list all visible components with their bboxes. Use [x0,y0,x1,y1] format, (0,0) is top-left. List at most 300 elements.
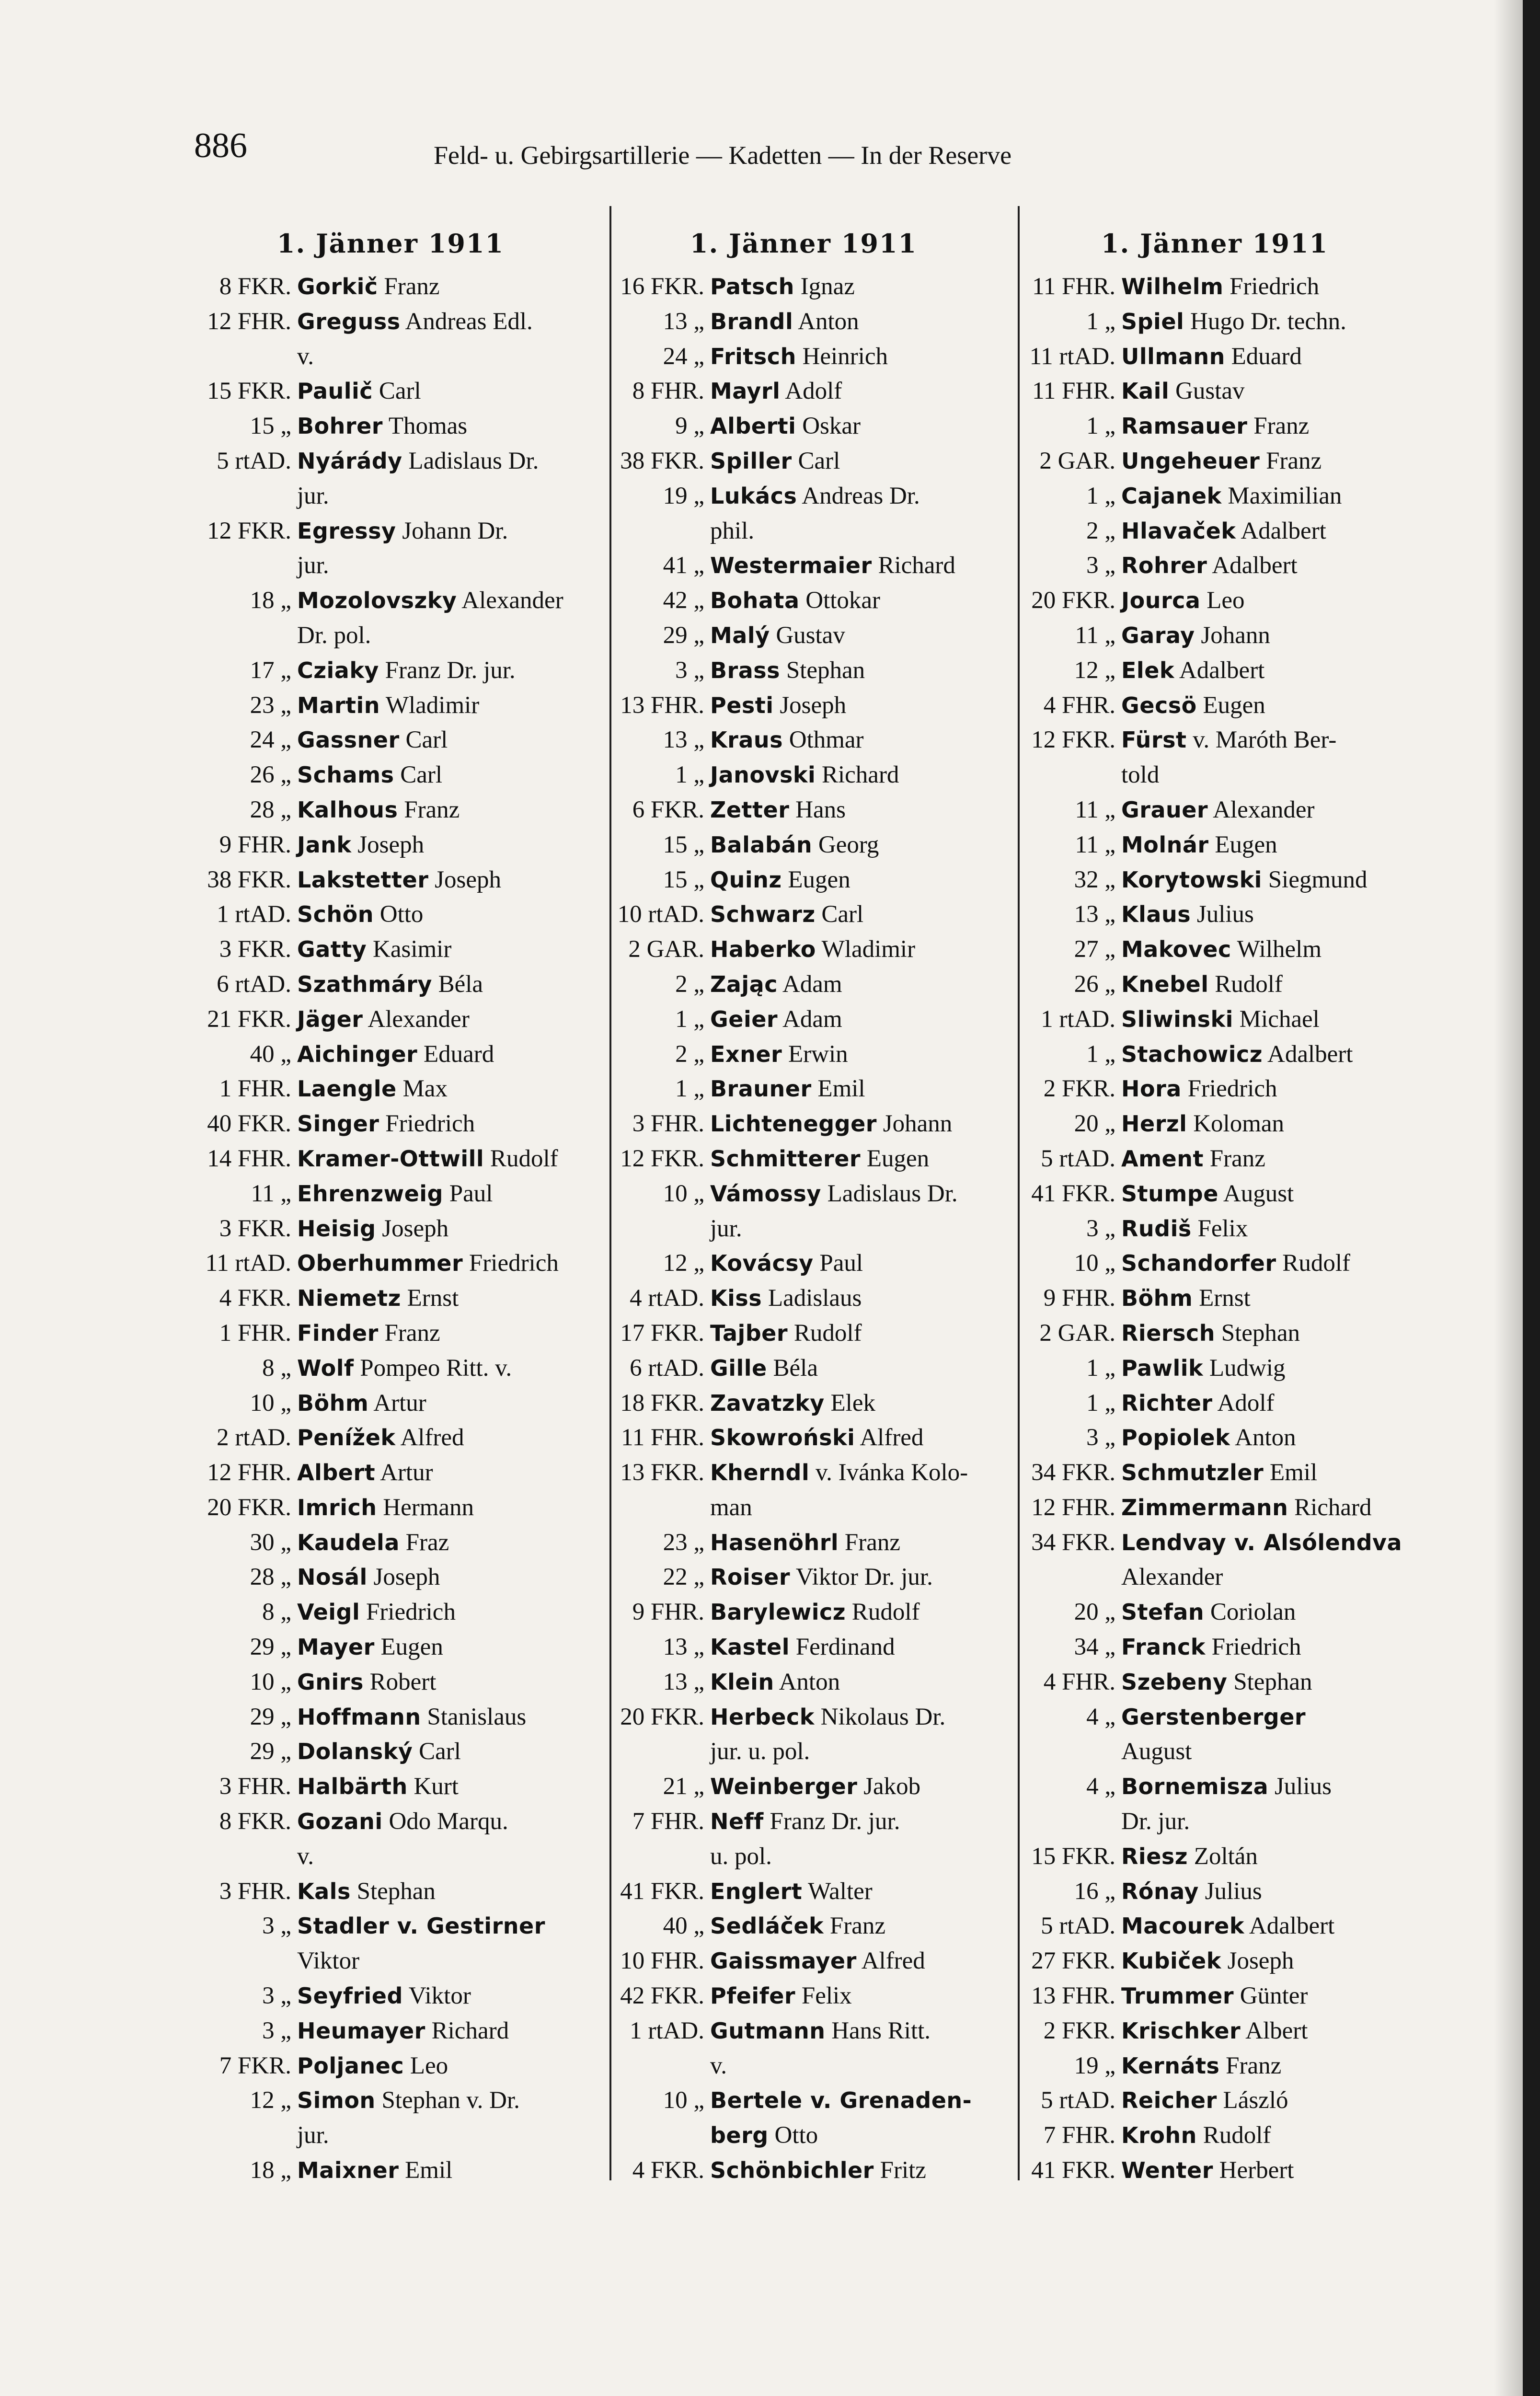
given-names: Alfred [861,1947,925,1975]
given-names: Otto [379,901,424,928]
given-names: Maximilian [1228,482,1342,509]
name [710,1351,1007,1386]
rank-label: 2 „ [675,1040,704,1068]
name [710,618,1007,653]
rank-label: 3 „ [262,2017,291,2044]
surname: Hora [1121,1076,1182,1102]
rank-label: 1 „ [1086,1389,1115,1417]
name [1121,723,1418,758]
surname: Gnirs [297,1669,364,1695]
list-item [600,863,1007,898]
rank-label: 10 „ [250,1668,291,1695]
list-item [600,1874,1007,1909]
given-names: Leo [410,2052,448,2079]
surname: Rohrer [1121,553,1207,579]
surname: Hasenöhrl [710,1529,839,1555]
surname: Böhm [1121,1285,1193,1312]
list-item [1011,479,1418,514]
given-names: Friedrich [1211,1634,1301,1661]
list-item [600,1211,1007,1246]
name [1121,1002,1418,1037]
name [297,1560,594,1595]
name [1121,1595,1418,1630]
rank-label: 8 „ [262,1354,291,1382]
list-item [1011,618,1418,653]
name [710,863,1007,898]
given-names: Franz [384,1319,440,1347]
list-item [187,1734,594,1769]
list-item [187,1560,594,1595]
name [710,1386,1007,1421]
surname: Lichtenegger [710,1111,877,1137]
surname: Jank [297,831,352,858]
surname: Gutmann [710,2017,826,2044]
list-item [600,1665,1007,1700]
list-item [600,1455,1007,1490]
name [1121,1490,1418,1525]
given-names: Carl [400,761,443,789]
rank-label: 3 FHR. [219,1878,291,1905]
list-item [1011,1665,1418,1700]
name [297,1804,594,1839]
rank-label: 5 rtAD. [217,447,291,474]
surname: Szebeny [1121,1669,1228,1695]
surname: Maixner [297,2157,399,2184]
rank-label: 1 „ [675,761,704,789]
name [710,2049,1007,2084]
surname: Skowroński [710,1425,855,1451]
column-heading: 1. Jänner 1911 [690,228,918,259]
list-item [187,583,594,618]
list-item [600,339,1007,374]
name [297,2118,594,2153]
given-names: Fritz [880,2157,926,2184]
surname: Makovec [1121,936,1231,963]
surname: Rónay [1121,1878,1199,1904]
given-names: Carl [798,447,840,474]
list-item [187,1455,594,1490]
list-item [187,2014,594,2049]
rank-label: 1 „ [1086,1354,1115,1382]
given-names: Johann Dr. [402,517,508,544]
given-names: Felix [801,1982,852,2010]
rank-label: 1 „ [1086,1040,1115,1068]
name [1121,1420,1418,1455]
rank-label: 1 „ [1086,308,1115,335]
name [297,374,594,409]
given-names: Stanislaus [427,1703,527,1730]
name [710,1106,1007,1141]
surname: Krohn [1121,2122,1197,2149]
surname: Jourca [1121,587,1201,614]
rank-label: 17 „ [250,657,291,684]
surname: Nosál [297,1564,368,1590]
rank-label: 1 „ [1086,413,1115,440]
list-item [1011,269,1418,304]
name [1121,1874,1418,1909]
list-item [600,932,1007,967]
given-names: Julius [1196,901,1254,928]
rank-label: 28 „ [250,1564,291,1591]
surname: Kovácsy [710,1250,814,1277]
rank-label: 34 FKR. [1031,1459,1115,1486]
surname: Cajanek [1121,483,1222,509]
name [1121,339,1418,374]
list-item [187,1071,594,1106]
rank-label: 11 „ [1075,796,1115,823]
surname: Kramer-Ottwill [297,1145,484,1172]
given-names: jur. [297,552,329,579]
list-item [187,1420,594,1455]
name [297,1874,594,1909]
name [297,1455,594,1490]
rank-label: 15 „ [663,831,704,858]
surname: Grauer [1121,796,1208,823]
given-names: Alexander [1121,1564,1223,1591]
surname: berg [710,2122,769,2149]
list-item [600,2083,1007,2118]
given-names: Anton [1235,1424,1296,1451]
rank-label: 9 FHR. [1043,1285,1115,1312]
surname: Popiolek [1121,1425,1230,1451]
name [1121,897,1418,932]
given-names: Béla [438,970,483,998]
list-item [187,723,594,758]
surname: Ungeheuer [1121,448,1260,474]
list-item [1011,1106,1418,1141]
rank-label: 13 „ [663,726,704,754]
rank-label: 20 FKR. [1031,587,1115,614]
given-names: Nikolaus Dr. [820,1703,946,1730]
given-names: Eugen [788,866,850,893]
list-item [600,1071,1007,1106]
name [710,1037,1007,1072]
given-names: Paul [449,1180,493,1207]
rank-label: 29 „ [250,1703,291,1730]
rank-label: 2 FKR. [1043,1075,1115,1103]
name [1121,1037,1418,1072]
rank-label: 3 „ [675,657,704,684]
surname: Zimmermann [1121,1494,1288,1521]
list-item [187,793,594,828]
list-item [1011,548,1418,583]
given-names: Emil [405,2157,453,2184]
name [1121,2118,1418,2153]
given-names: Ernst [1199,1285,1251,1312]
surname: Kubiček [1121,1948,1221,1974]
surname: Brass [710,657,781,683]
surname: Rudiš [1121,1215,1192,1242]
name [710,1071,1007,1106]
list-item [187,304,594,339]
list-item [187,1246,594,1281]
surname: Gozani [297,1809,383,1835]
surname: Pfeifer [710,1983,796,2009]
name [710,1700,1007,1735]
given-names: Andreas Dr. [802,482,920,509]
rank-label: 7 FKR. [219,2052,291,2079]
surname: Krischker [1121,2017,1241,2044]
list-item [600,304,1007,339]
name [710,2118,1007,2153]
list-item [600,1700,1007,1735]
given-names: v. [710,2052,727,2079]
surname: Wolf [297,1355,354,1381]
given-names: Carl [821,901,864,928]
surname: Ramsauer [1121,413,1248,439]
list-item [1011,758,1418,793]
rank-label: 12 FHR. [207,308,291,335]
list-item [600,479,1007,514]
surname: Egressy [297,518,396,544]
rank-label: 11 rtAD. [1029,343,1115,370]
rank-label: 19 „ [663,482,704,509]
rank-label: 29 „ [250,1634,291,1661]
given-names: Adolf [1217,1389,1275,1417]
list-item [1011,2153,1418,2188]
rank-label: 41 FKR. [1031,1180,1115,1207]
given-names: Stephan v. Dr. [381,2087,520,2114]
surname: Seyfried [297,1983,403,2009]
name [1121,444,1418,479]
surname: Cziaky [297,657,379,683]
given-names: u. pol. [710,1843,772,1870]
list-item [187,1944,594,1979]
name [297,1979,594,2014]
given-names: Ernst [407,1285,459,1312]
rank-label: 9 FHR. [219,831,291,858]
name [297,479,594,514]
given-names: Adalbert [1179,657,1265,684]
rank-label: 2 GAR. [628,936,704,963]
rank-label: 12 FHR. [207,1459,291,1486]
rank-label: 16 FKR. [620,273,704,300]
name [710,269,1007,304]
name [710,1874,1007,1909]
surname: Zavatzky [710,1390,825,1416]
given-names: Richard [821,761,899,789]
surname: Aichinger [297,1041,418,1067]
given-names: Ottokar [805,587,881,614]
surname: Zetter [710,796,790,823]
list-item [1011,1211,1418,1246]
name [297,2083,594,2118]
list-item [187,1700,594,1735]
list-item [187,758,594,793]
rank-label: 2 GAR. [1039,1319,1115,1347]
surname: Riersch [1121,1320,1215,1346]
list-item [187,1386,594,1421]
list-item [600,269,1007,304]
name [297,2014,594,2049]
name [297,1630,594,1665]
surname: Gassner [297,727,400,753]
name [1121,2014,1418,2049]
given-names: Paul [819,1250,863,1277]
name [710,1141,1007,1176]
given-names: Friedrich [366,1599,456,1626]
rank-label: 27 „ [1074,936,1115,963]
surname: Spiller [710,448,792,474]
given-names: Alfred [860,1424,924,1451]
list-item [1011,1700,1418,1735]
given-names: Franz Dr. jur. [770,1808,900,1835]
given-names: Wilhelm [1237,936,1322,963]
given-names: August [1121,1738,1192,1765]
surname: Quinz [710,866,782,893]
name [710,304,1007,339]
rank-label: 5 rtAD. [1041,1145,1115,1172]
rank-label: 42 FKR. [620,1982,704,2010]
list-item [1011,1630,1418,1665]
surname: Brauner [710,1076,812,1102]
rank-label: 28 „ [250,796,291,823]
list-item [1011,1490,1418,1525]
given-names: Günter [1240,1982,1308,2010]
list-item [600,2153,1007,2188]
list-item [1011,1037,1418,1072]
given-names: Hans Ritt. [831,2017,931,2044]
given-names: Leo [1207,587,1245,614]
given-names: Carl [419,1738,461,1765]
surname: Kherndl [710,1460,810,1486]
given-names: Carl [405,726,448,754]
name [297,1002,594,1037]
rank-label: 13 FHR. [620,691,704,719]
surname: Finder [297,1320,379,1346]
name [1121,1630,1418,1665]
surname: Reicher [1121,2087,1217,2114]
surname: Dolanský [297,1739,413,1765]
given-names: Viktor [297,1947,360,1975]
given-names: Rudolf [490,1145,558,1172]
given-names: Gustav [1175,378,1245,405]
list-item [1011,1071,1418,1106]
surname: Vámossy [710,1180,821,1207]
surname: Patsch [710,274,794,300]
list-item [1011,1176,1418,1211]
rank-label: 41 FKR. [1031,2157,1115,2184]
rank-label: 38 FKR. [207,866,291,893]
list-item [187,1665,594,1700]
name [1121,758,1418,793]
rank-label: 18 „ [250,587,291,614]
rank-label: 8 „ [262,1599,291,1626]
given-names: Stephan [786,657,865,684]
list-item [600,374,1007,409]
rank-label: 1 rtAD. [1041,1005,1115,1033]
list-item [600,653,1007,688]
name [297,1141,594,1176]
given-names: Emil [817,1075,865,1103]
rank-label: 4 FHR. [1043,1668,1115,1695]
surname: Kernáts [1121,2052,1220,2079]
rank-label: 3 FKR. [219,1215,291,1242]
given-names: jur. [297,482,329,509]
rank-label: 2 „ [1086,517,1115,544]
name [1121,618,1418,653]
column-2 [600,225,1007,2188]
list-item [600,1141,1007,1176]
given-names: Hermann [383,1494,474,1521]
given-names: Rudolf [851,1599,920,1626]
name [297,1734,594,1769]
name [1121,688,1418,723]
page-edge-shadow [1494,0,1523,2396]
name [297,1211,594,1246]
rank-label: 1 „ [1086,482,1115,509]
rank-label: 20 FKR. [620,1703,704,1730]
list-item [187,1141,594,1176]
list-item [600,1386,1007,1421]
name [1121,1351,1418,1386]
surname: Macourek [1121,1913,1244,1939]
surname: Kiss [710,1285,762,1312]
given-names: Friedrich [1187,1075,1277,1103]
list-item [600,1734,1007,1769]
surname: Pawlik [1121,1355,1204,1381]
surname: Nyárády [297,448,402,474]
name [710,479,1007,514]
surname: Heumayer [297,2017,425,2044]
list-item [600,1106,1007,1141]
surname: Schandorfer [1121,1250,1276,1277]
rank-label: 24 „ [663,343,704,370]
name [297,548,594,583]
name [297,723,594,758]
surname: Gaissmayer [710,1948,857,1974]
surname: Bornemisza [1121,1774,1269,1800]
name [297,1420,594,1455]
name [710,2083,1007,2118]
rank-label: 22 „ [663,1564,704,1591]
name [297,618,594,653]
name [1121,1071,1418,1106]
surname: Alberti [710,413,796,439]
surname: Kals [297,1878,351,1904]
given-names: Ignaz [800,273,855,300]
given-names: Max [402,1075,448,1103]
surname: Poljanec [297,2052,404,2079]
given-names: Joseph [382,1215,449,1242]
rank-label: 24 „ [250,726,291,754]
list-item [1011,1281,1418,1316]
given-names: v. Ivánka Kolo- [815,1459,968,1486]
list-item [600,1944,1007,1979]
rank-label: 10 „ [1074,1250,1115,1277]
surname: Lukács [710,483,797,509]
surname: Ament [1121,1145,1204,1172]
given-names: Richard [1294,1494,1372,1521]
given-names: Adolf [785,378,842,405]
surname: Weinberger [710,1774,858,1800]
rank-label: 26 „ [250,761,291,789]
given-names: Hugo Dr. techn. [1190,308,1346,335]
name [297,863,594,898]
rank-label: 3 „ [1086,1215,1115,1242]
rank-label: 5 rtAD. [1041,1912,1115,1940]
list-item [187,1630,594,1665]
given-names: Julius [1205,1878,1262,1905]
surname: Schönbichler [710,2157,874,2184]
rank-label: 5 rtAD. [1041,2087,1115,2114]
given-names: Franz [1209,1145,1265,1172]
given-names: Coriolan [1210,1599,1296,1626]
name [1121,1700,1418,1735]
given-names: Carl [379,378,421,405]
list-item [600,514,1007,549]
given-names: Jakob [863,1773,921,1800]
